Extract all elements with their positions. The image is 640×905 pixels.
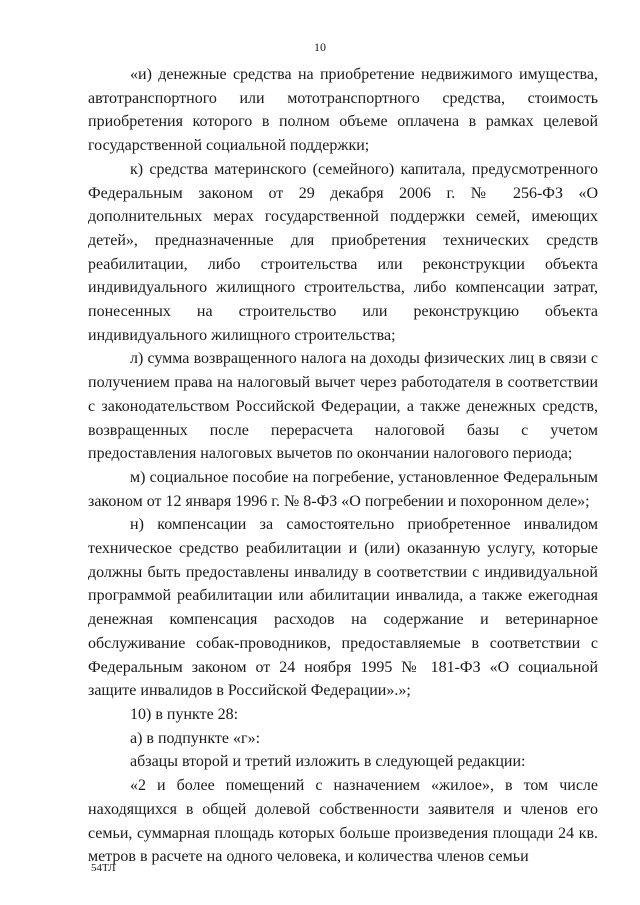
paragraph-m: м) социальное пособие на погребение, установленное Федеральным законом от 12 января 1996 г. № 8-ФЗ «О погребении и похоронном деле»; xyxy=(88,468,598,510)
page-number: 10 xyxy=(314,40,326,54)
paragraph-subitem-a: а) в подпункте «г»: xyxy=(130,729,261,747)
paragraph-edit-instruction: абзацы второй и третий изложить в следующей редакции: xyxy=(130,753,526,771)
paragraph-item-10: 10) в пункте 28: xyxy=(130,705,239,723)
paragraph-new-wording: «2 и более помещений с назначением «жилое», в том числе находящихся в общей долевой собственности заявителя и членов его семьи, суммарная площадь которых больше произведения площади 24 кв. метров в расчете на одного человека, и количества членов семьи xyxy=(88,777,598,866)
paragraph-i: «и) денежные средства на приобретение недвижимого имущества, автотранспортного или мототранспортного средства, стоимость приобретения которого в полном объеме оплачена в рамках целевой государственной социальной поддержки; xyxy=(88,66,598,155)
paragraph-n: н) компенсации за самостоятельно приобретенное инвалидом техническое средство реабилитации и (или) оказанную услугу, которые должны быть предоставлены инвалиду в соответствии с индивидуальной программой реабилитации или абилитации инвалида, а также ежегодная денежная компенсация расходов на содержание и ветеринарное обслуживание собак-проводников, предоставляемые в соответствии с Федеральным законом от 24 ноября 1995 № 181-ФЗ «О социальной защите инвалидов в Российской Федерации».»; xyxy=(88,516,598,700)
document-body xyxy=(88,63,598,869)
paragraph-k: к) средства материнского (семейного) капитала, предусмотренного Федеральным законом от 29 декабря 2006 г. № 256-ФЗ «О дополнительных мерах государственной поддержки семей, имеющих детей», предназначенные для приобретения технических средств реабилитации, либо строительства или реконструкции объекта индивидуального жилищного строительства, либо компенсации затрат, понесенных на строительство или реконструкцию объекта индивидуального жилищного строительства; xyxy=(88,160,598,344)
paragraph-l: л) сумма возвращенного налога на доходы физических лиц в связи с получением права на налоговый вычет через работодателя в соответствии с законодательством Российской Федерации, а также денежных средств, возвращенных после перерасчета налоговой базы с учетом предоставления налоговых вычетов по окончании налогового периода; xyxy=(88,350,598,463)
document-code: 54ТЛ xyxy=(91,862,116,874)
